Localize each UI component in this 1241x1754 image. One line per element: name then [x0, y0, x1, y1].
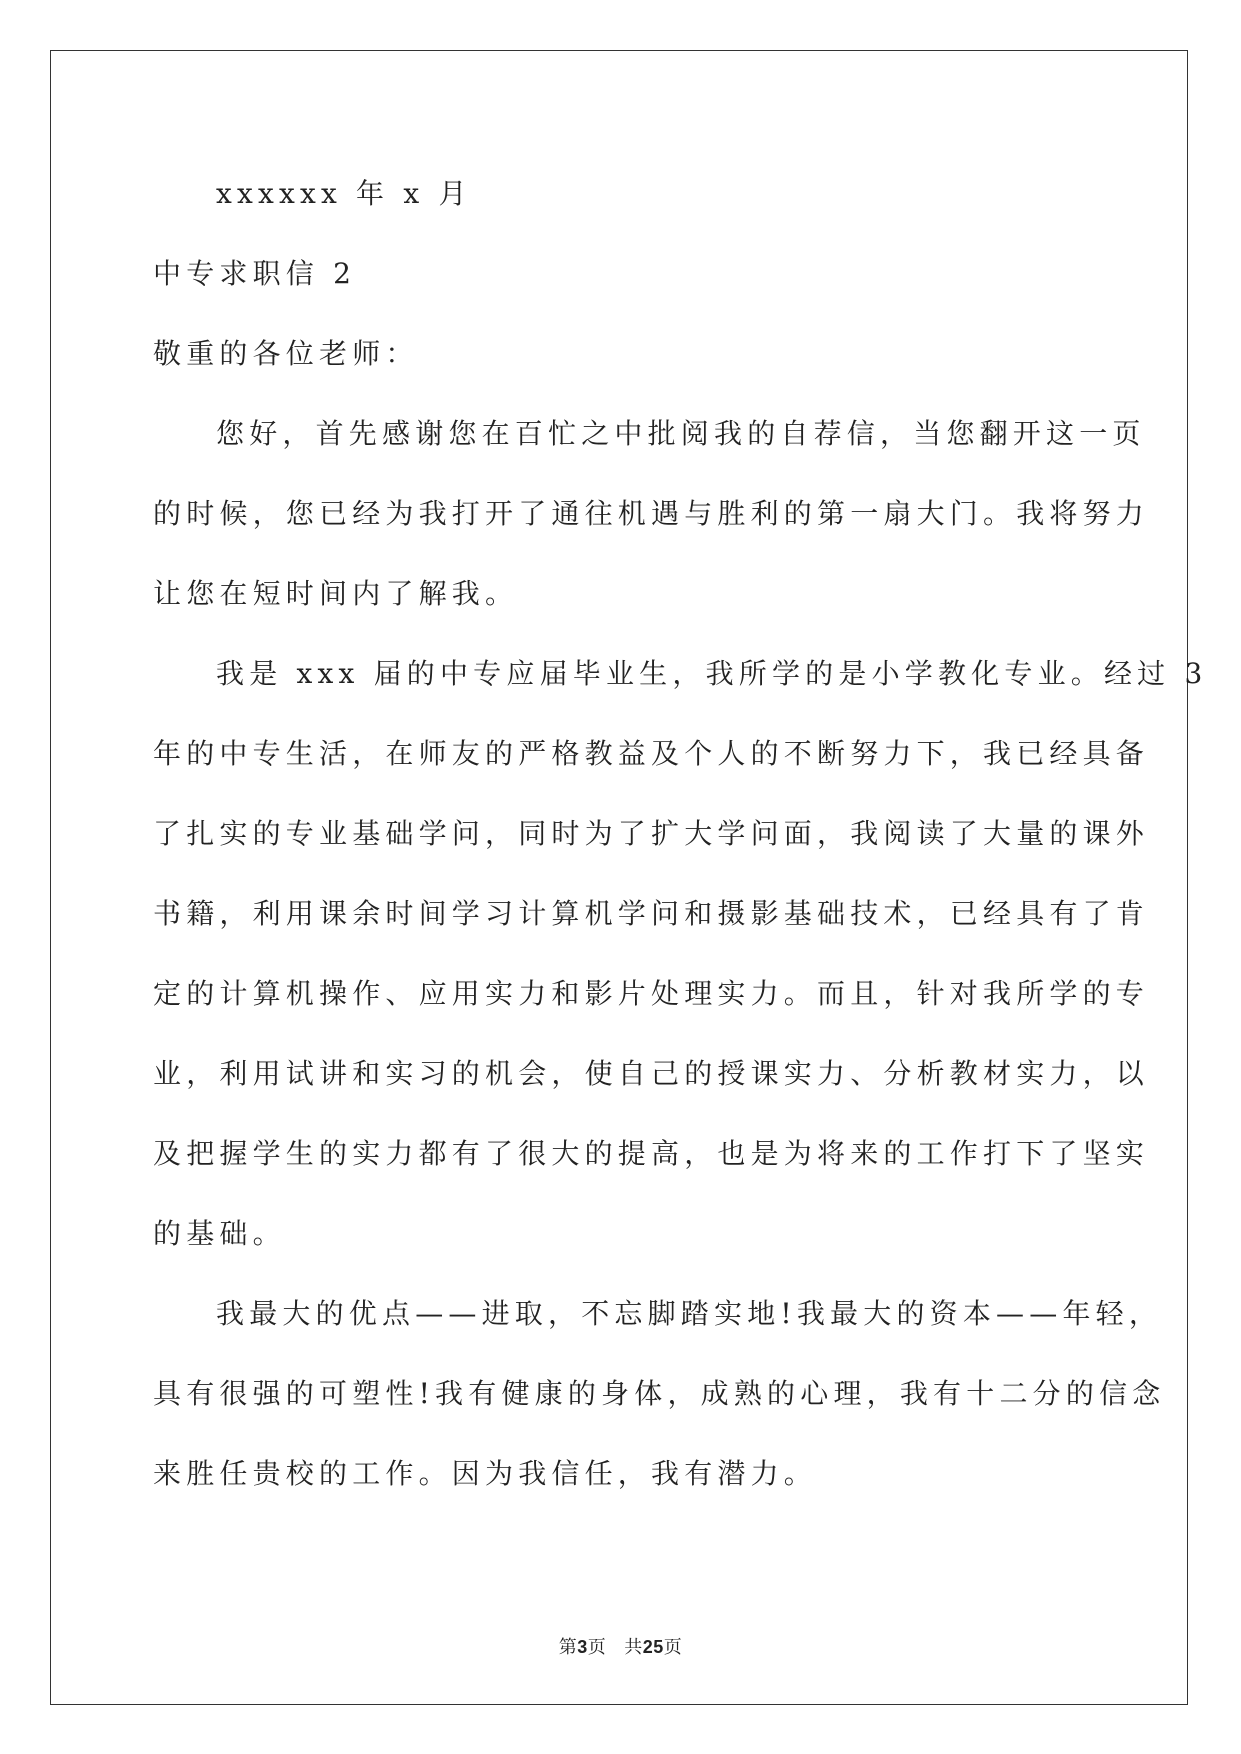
paragraph-1-line-3: 让您在短时间内了解我。: [153, 577, 519, 610]
total-unit: 页: [663, 1637, 683, 1658]
current-page-number: 3: [577, 1637, 588, 1657]
paragraph-3-line-2: 具有很强的可塑性!我有健康的身体，成熟的心理，我有十二分的信念: [153, 1377, 1166, 1410]
paragraph-2-line-5: 定的计算机操作、应用实力和影片处理实力。而且，针对我所学的专: [153, 977, 1150, 1010]
page-prefix: 第: [558, 1637, 578, 1658]
paragraph-2-line-3: 了扎实的专业基础学问，同时为了扩大学问面，我阅读了大量的课外: [153, 817, 1150, 850]
paragraph-2-line-4: 书籍，利用课余时间学习计算机学问和摄影基础技术，已经具有了肯: [153, 897, 1150, 930]
paragraph-3-line-3: 来胜任贵校的工作。因为我信任，我有潜力。: [153, 1457, 818, 1490]
page-footer: [0, 1633, 1241, 1659]
paragraph-2-line-2: 年的中专生活，在师友的严格教益及个人的不断努力下，我已经具备: [153, 737, 1150, 770]
paragraph-2-line-1: 我是 xxx 届的中专应届毕业生，我所学的是小学教化专业。经过 3: [216, 657, 1208, 690]
paragraph-1-line-2: 的时候，您已经为我打开了通往机遇与胜利的第一扇大门。我将努力: [153, 497, 1150, 530]
paragraph-2-line-8: 的基础。: [153, 1217, 286, 1250]
date-line: xxxxxx 年 x 月: [216, 177, 472, 210]
paragraph-3-line-1: 我最大的优点——进取，不忘脚踏实地!我最大的资本——年轻，: [216, 1297, 1163, 1330]
letter-heading: 中专求职信 2: [153, 257, 357, 290]
total-prefix: 共: [624, 1637, 643, 1658]
paragraph-2-line-6: 业，利用试讲和实习的机会，使自己的授课实力、分析教材实力，以: [153, 1057, 1150, 1090]
paragraph-1-line-1: 您好，首先感谢您在百忙之中批阅我的自荐信，当您翻开这一页: [216, 417, 1146, 450]
paragraph-2-line-7: 及把握学生的实力都有了很大的提高，也是为将来的工作打下了坚实: [153, 1137, 1150, 1170]
total-page-number: 25: [642, 1637, 664, 1657]
salutation: 敬重的各位老师：: [153, 337, 419, 370]
page-unit: 页: [587, 1637, 607, 1658]
